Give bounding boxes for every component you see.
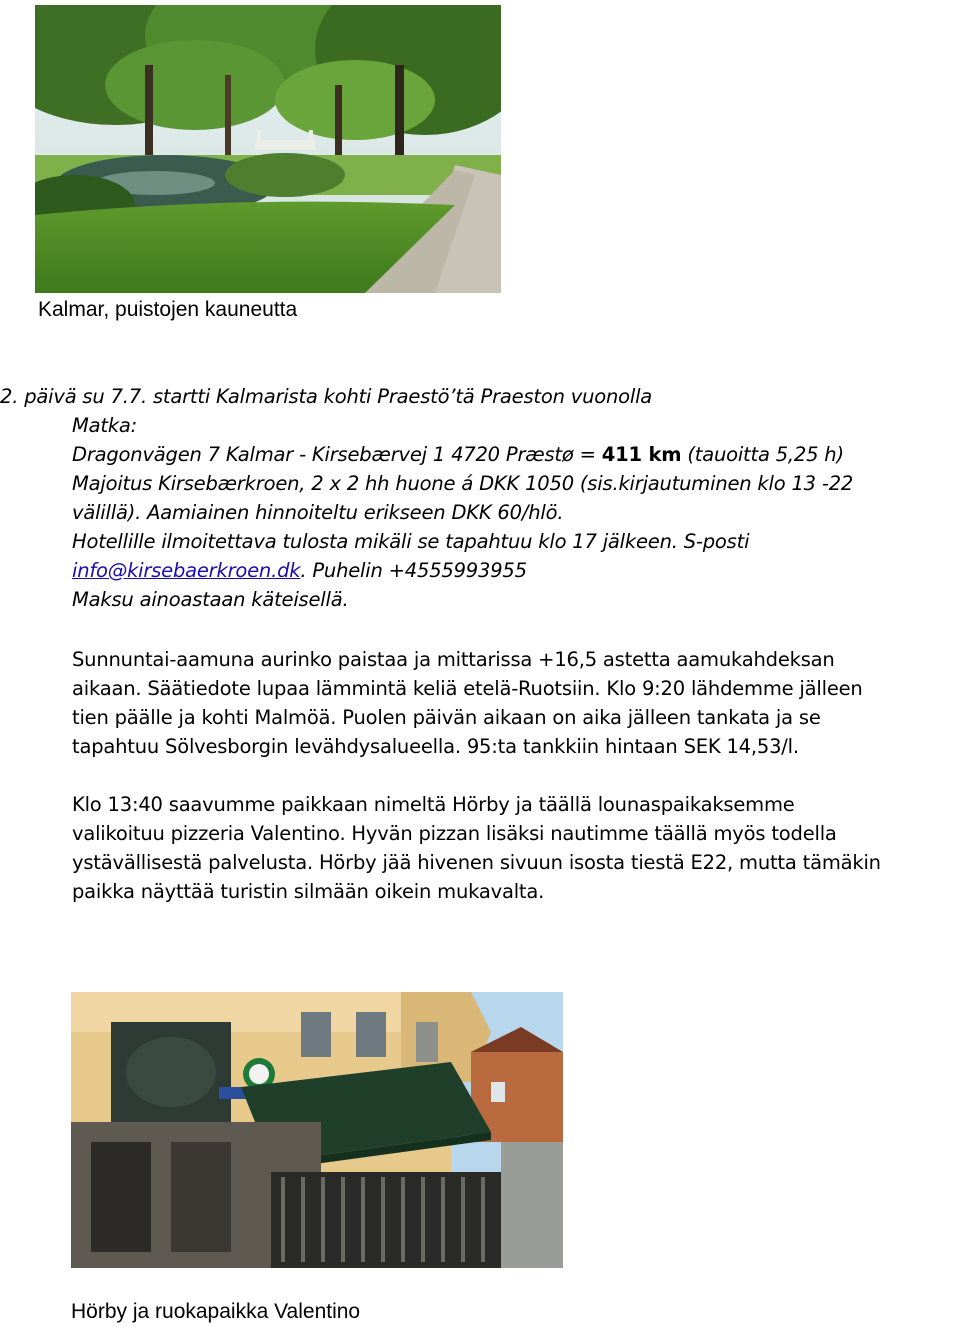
para2-line-4: paikka näyttää turistin silmään oikein mukavalta. — [72, 880, 545, 903]
phone-text: . Puhelin +4555993955 — [300, 559, 527, 582]
horby-restaurant-photo — [71, 992, 563, 1268]
para2-line-2: valikoituu pizzeria Valentino. Hyvän pizzan lisäksi nautimme täällä myös todella — [72, 822, 837, 845]
route-line — [72, 440, 844, 469]
email-link[interactable]: info@kirsebaerkroen.dk — [72, 559, 301, 582]
payment-line: Maksu ainoastaan käteisellä. — [72, 588, 349, 611]
para2-line-1: Klo 13:40 saavumme paikkaan nimeltä Hörby ja täällä lounaspaikaksemme — [72, 793, 795, 816]
photo-caption-kalmar: Kalmar, puistojen kauneutta — [38, 298, 298, 321]
contact-line — [72, 556, 527, 585]
route-text: Dragonvägen 7 Kalmar - Kirsebærvej 1 4720 Præstø = — [72, 443, 602, 466]
kalmar-park-photo — [35, 5, 501, 293]
para1-line-3: tien päälle ja kohti Malmöä. Puolen päivän aikaan on aika jälleen tankata ja se — [72, 706, 821, 729]
para1-line-1: Sunnuntai-aamuna aurinko paistaa ja mittarissa +16,5 astetta aamukahdeksan — [72, 648, 835, 671]
route-distance: 411 km — [601, 443, 682, 466]
para2-line-3: ystävällisestä palvelusta. Hörby jää hivenen sivuun isosta tiestä E22, mutta tämäkin — [72, 851, 881, 874]
arrival-notice-line: Hotellille ilmoitettava tulosta mikäli se tapahtuu klo 17 jälkeen. S-posti — [72, 530, 750, 553]
trip-heading: 2. päivä su 7.7. startti Kalmarista kohti Praestö’tä Praeston vuonolla — [0, 385, 653, 408]
para1-line-2: aikaan. Säätiedote lupaa lämmintä keliä etelä-Ruotsiin. Klo 9:20 lähdemme jälleen — [72, 677, 863, 700]
matka-label: Matka: — [72, 414, 138, 437]
photo-caption-horby: Hörby ja ruokapaikka Valentino — [71, 1300, 361, 1323]
route-duration: (tauoitta 5,25 h) — [681, 443, 844, 466]
accommodation-line: Majoitus Kirsebærkroen, 2 x 2 hh huone á DKK 1050 (sis.kirjautuminen klo 13 -22 — [72, 472, 854, 495]
checkin-line: välillä). Aamiainen hinnoiteltu erikseen DKK 60/hlö. — [72, 501, 564, 524]
para1-line-4: tapahtuu Sölvesborgin levähdysalueella. 95:ta tankkiin hintaan SEK 14,53/l. — [72, 735, 799, 758]
